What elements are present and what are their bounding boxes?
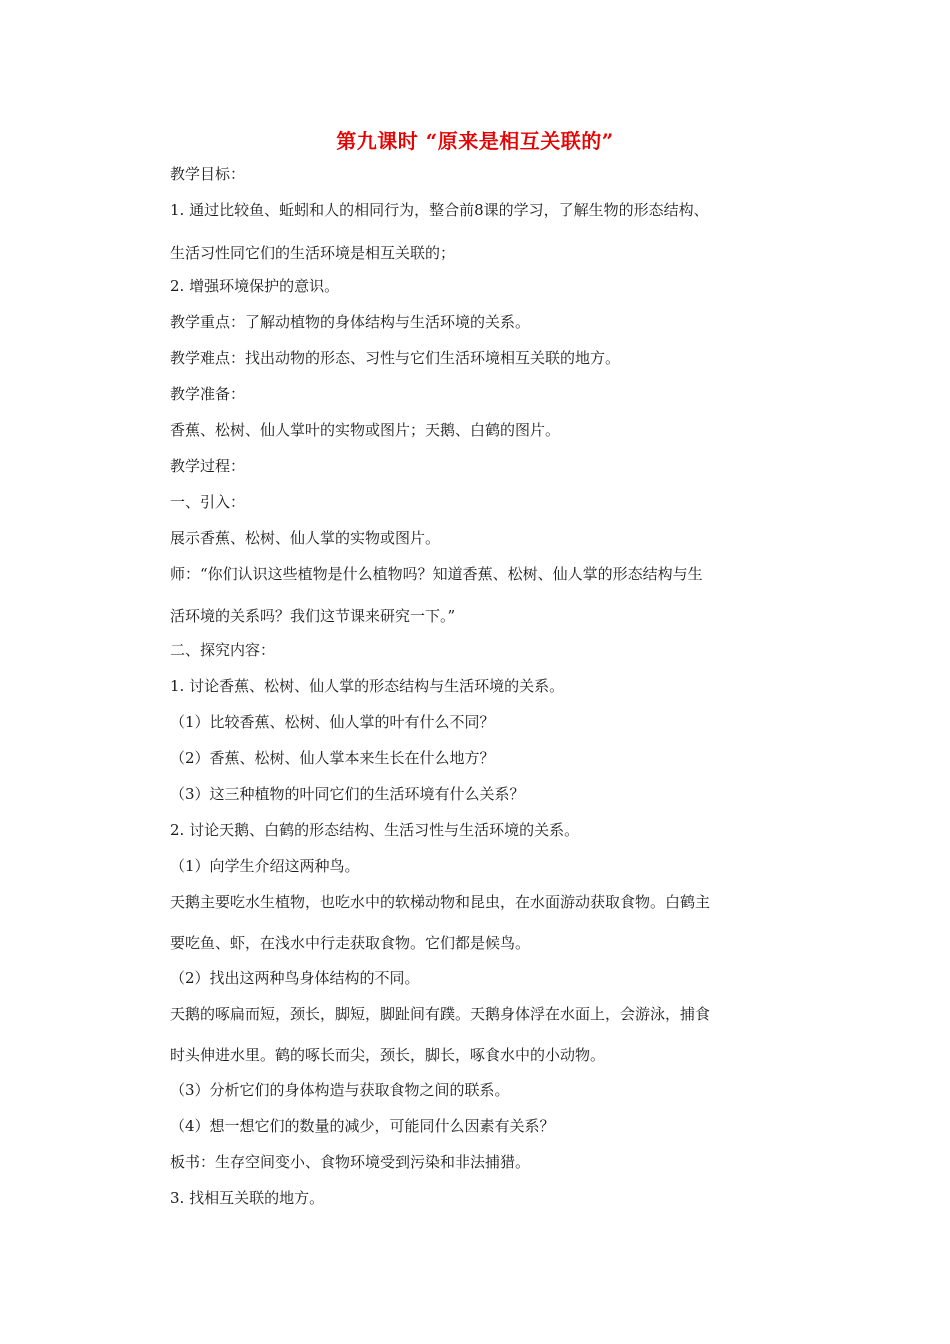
paragraph-line: 教学难点：找出动物的形态、习性与它们生活环境相互关联的地方。 bbox=[170, 349, 621, 367]
section-heading-preparation: 教学准备： bbox=[170, 385, 246, 403]
list-item: （3）这三种植物的叶同它们的生活环境有什么关系？ bbox=[170, 785, 525, 803]
section-heading-intro: 一、引入： bbox=[170, 493, 246, 511]
page-title: 第九课时 “原来是相互关联的” bbox=[336, 129, 614, 153]
paragraph-line: 师：“你们认识这些植物是什么植物吗？知道香蕉、松树、仙人掌的形态结构与生 bbox=[170, 565, 703, 583]
paragraph-line: 生活习性同它们的生活环境是相互关联的； bbox=[170, 244, 456, 262]
list-item: （1）比较香蕉、松树、仙人掌的叶有什么不同？ bbox=[170, 713, 495, 731]
list-item: （2）找出这两种鸟身体结构的不同。 bbox=[170, 969, 420, 987]
paragraph-line: 2. 讨论天鹅、白鹤的形态结构、生活习性与生活环境的关系。 bbox=[170, 821, 580, 839]
paragraph-line: 1. 通过比较鱼、蚯蚓和人的相同行为，整合前8课的学习，了解生物的形态结构、 bbox=[170, 201, 709, 219]
paragraph-line: 时头伸进水里。鹤的啄长而尖，颈长，脚长，啄食水中的小动物。 bbox=[170, 1046, 606, 1064]
section-heading-objectives: 教学目标： bbox=[170, 165, 246, 183]
paragraph-line: 2. 增强环境保护的意识。 bbox=[170, 277, 340, 295]
list-item: （3）分析它们的身体构造与获取食物之间的联系。 bbox=[170, 1081, 510, 1099]
paragraph-line: 教学重点：了解动植物的身体结构与生活环境的关系。 bbox=[170, 313, 531, 331]
paragraph-line: 1. 讨论香蕉、松树、仙人掌的形态结构与生活环境的关系。 bbox=[170, 677, 565, 695]
paragraph-line: 香蕉、松树、仙人掌叶的实物或图片；天鹅、白鹤的图片。 bbox=[170, 421, 561, 439]
list-item: （4）想一想它们的数量的减少，可能同什么因素有关系？ bbox=[170, 1117, 555, 1135]
paragraph-line: 3. 找相互关联的地方。 bbox=[170, 1189, 325, 1207]
paragraph-line: 天鹅主要吃水生植物，也吃水中的软梯动物和昆虫，在水面游动获取食物。白鹤主 bbox=[170, 893, 711, 911]
list-item: （2）香蕉、松树、仙人掌本来生长在什么地方？ bbox=[170, 749, 495, 767]
paragraph-line: 活环境的关系吗？我们这节课来研究一下。” bbox=[170, 607, 456, 625]
list-item: （1）向学生介绍这两种鸟。 bbox=[170, 857, 360, 875]
paragraph-line: 天鹅的啄扁而短，颈长，脚短，脚趾间有蹼。天鹅身体浮在水面上，会游泳，捕食 bbox=[170, 1005, 711, 1023]
section-heading-inquiry: 二、探究内容： bbox=[170, 641, 276, 659]
section-heading-process: 教学过程： bbox=[170, 457, 246, 475]
paragraph-line: 展示香蕉、松树、仙人掌的实物或图片。 bbox=[170, 529, 441, 547]
paragraph-line: 板书：生存空间变小、食物环境受到污染和非法捕猎。 bbox=[170, 1153, 531, 1171]
paragraph-line: 要吃鱼、虾，在浅水中行走获取食物。它们都是候鸟。 bbox=[170, 934, 531, 952]
